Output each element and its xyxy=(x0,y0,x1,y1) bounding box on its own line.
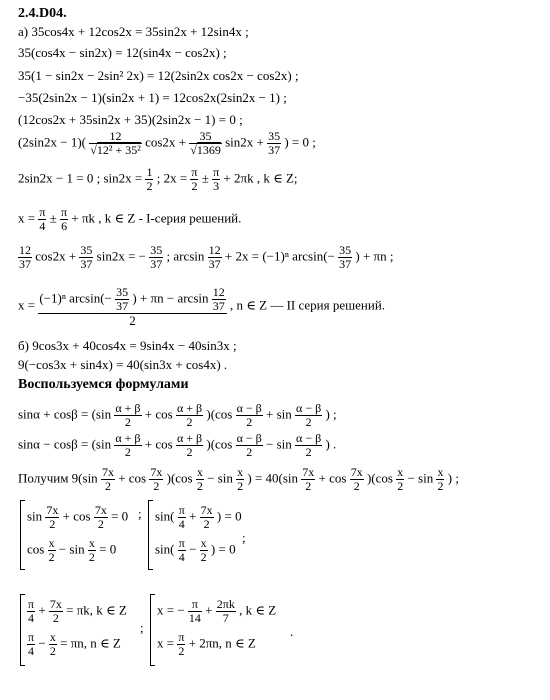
numerator: 7x xyxy=(101,465,114,479)
denominator: 2 xyxy=(246,415,253,429)
fraction xyxy=(60,206,68,233)
numerator: x xyxy=(49,630,56,644)
fraction xyxy=(212,286,226,313)
denominator: 2 xyxy=(146,179,153,193)
numerator: 35 xyxy=(268,129,281,143)
numerator: α + β xyxy=(176,431,203,445)
text: x = xyxy=(18,210,36,226)
denominator: 2 xyxy=(437,479,444,493)
text: (2sin2x − 1)( xyxy=(18,134,86,150)
text: Получим 9(sin xyxy=(18,470,98,486)
numerator: π xyxy=(191,165,198,179)
denominator: 3 xyxy=(213,179,220,193)
text: + cos xyxy=(318,470,347,486)
system-4-row-2 xyxy=(151,631,276,658)
text: ) = 0 xyxy=(216,508,242,524)
equation-a-line5: (12cos2x + 35sin2x + 35)(2sin2x − 1) = 0 ; xyxy=(18,112,243,127)
denominator: 4 xyxy=(39,219,46,233)
obtained-equation xyxy=(18,466,459,493)
text: + 2πk , k ∈ Z; xyxy=(223,170,298,186)
text: )(cos xyxy=(206,436,233,452)
denominator: 2 xyxy=(191,179,198,193)
equation-a-line4: −35(2sin2x − 1)(sin2x + 1) = 12cos2x(2sin2x − 1) ; xyxy=(18,90,287,105)
numerator: 35 xyxy=(80,243,93,257)
numerator: 2πk xyxy=(216,597,235,611)
numerator xyxy=(38,286,226,314)
text: ; arcsin xyxy=(166,248,205,264)
numerator: α + β xyxy=(115,431,141,445)
fraction xyxy=(436,466,444,493)
system-3 xyxy=(20,594,127,666)
text: = πn, n ∈ Z xyxy=(60,635,121,651)
text: ± xyxy=(201,170,209,186)
fraction xyxy=(350,466,364,493)
fraction xyxy=(338,244,352,271)
denominator: √1369 xyxy=(190,143,221,157)
text: ) + πn ; xyxy=(355,248,394,264)
numerator: π xyxy=(178,630,185,644)
numerator: α + β xyxy=(115,401,141,415)
numerator: π xyxy=(188,598,202,612)
numerator: 35 xyxy=(150,243,163,257)
denominator: 2 xyxy=(49,517,56,531)
fraction xyxy=(200,537,208,564)
fraction xyxy=(88,537,96,564)
text: ) = 0 ; xyxy=(284,134,316,150)
text: sin2x + xyxy=(225,134,264,150)
formula-difference xyxy=(18,432,336,459)
system-3-row-2 xyxy=(21,631,127,658)
numerator: x xyxy=(237,465,244,479)
denominator: 2 xyxy=(353,479,360,493)
fraction xyxy=(49,598,63,625)
system-4 xyxy=(150,594,276,666)
denominator: 4 xyxy=(28,644,35,658)
fraction xyxy=(196,466,204,493)
denominator: 4 xyxy=(178,517,185,531)
text: (−1)ⁿ arcsin(− xyxy=(39,290,112,306)
text: )(cos xyxy=(166,470,193,486)
fraction xyxy=(149,466,163,493)
system-3-row-1 xyxy=(21,598,127,625)
denominator: 7 xyxy=(222,611,229,625)
denominator: 2 xyxy=(129,313,136,328)
numerator: α − β xyxy=(236,401,262,415)
denominator: 2 xyxy=(200,550,207,564)
text: − sin xyxy=(266,436,292,452)
numerator: 35 xyxy=(116,285,129,299)
denominator: 37 xyxy=(116,299,129,313)
numerator: α + β xyxy=(176,401,203,415)
denominator: 2 xyxy=(52,611,59,625)
text: ± xyxy=(49,210,57,226)
text: sin xyxy=(27,508,43,524)
denominator: 37 xyxy=(268,143,281,157)
denominator: 37 xyxy=(19,257,31,271)
text: ) ; xyxy=(325,406,337,422)
denominator: 2 xyxy=(397,479,404,493)
numerator: x xyxy=(88,536,95,550)
numerator: π xyxy=(178,503,185,517)
numerator: 7x xyxy=(49,597,62,611)
text: − xyxy=(38,635,46,651)
text: sin( xyxy=(155,508,175,524)
fraction xyxy=(189,130,222,157)
numerator: 7x xyxy=(46,503,59,517)
equation-a-line6 xyxy=(18,130,316,157)
fraction xyxy=(89,130,142,157)
numerator: 7x xyxy=(350,465,363,479)
numerator: 7x xyxy=(302,465,315,479)
fraction xyxy=(236,432,263,459)
fraction xyxy=(236,402,263,429)
text: + xyxy=(38,602,46,618)
numerator: π xyxy=(61,205,68,219)
numerator: π xyxy=(28,597,35,611)
fraction xyxy=(145,166,153,193)
numerator: 7x xyxy=(200,503,213,517)
text: sin2x = − xyxy=(96,248,147,264)
separator: ; xyxy=(138,506,142,521)
denominator: 37 xyxy=(339,257,352,271)
fraction xyxy=(236,466,244,493)
text: , k ∈ Z xyxy=(239,602,277,618)
equation-a-line1: а) 35cos4x + 12cos2x = 35sin2x + 12sin4x ; xyxy=(18,24,249,39)
denominator: 37 xyxy=(208,257,221,271)
numerator: 7x xyxy=(94,503,107,517)
fraction xyxy=(176,402,203,429)
text: + πk , k ∈ Z - I-серия решений. xyxy=(71,210,242,226)
text: )(cos xyxy=(366,470,393,486)
numerator: π xyxy=(213,165,220,179)
equation-a-line8 xyxy=(18,206,241,233)
text: x = − xyxy=(157,602,185,618)
denominator: 2 xyxy=(203,517,210,531)
fraction xyxy=(101,466,115,493)
text: ; 2x = xyxy=(156,170,188,186)
fraction xyxy=(208,244,222,271)
denominator: 2 xyxy=(178,644,185,658)
text: cos xyxy=(27,541,45,557)
denominator: 2 xyxy=(48,550,55,564)
equation-a-line7 xyxy=(18,166,298,193)
numerator: 35 xyxy=(339,243,352,257)
fraction xyxy=(149,244,163,271)
fraction xyxy=(216,598,236,625)
numerator: x xyxy=(48,536,55,550)
fraction xyxy=(45,504,59,531)
fraction xyxy=(79,244,93,271)
system-2-row-2 xyxy=(149,537,242,564)
numerator: α − β xyxy=(236,431,262,445)
equation-a-line9 xyxy=(18,244,393,271)
denominator: 2 xyxy=(97,517,104,531)
denominator: 4 xyxy=(178,550,185,564)
text: = πk, k ∈ Z xyxy=(66,602,127,618)
fraction xyxy=(27,598,35,625)
text: , n ∈ Z — II серия решений. xyxy=(230,297,386,313)
use-formulas-label: Воспользуемся формулами xyxy=(18,377,189,392)
denominator: 2 xyxy=(88,550,95,564)
fraction xyxy=(114,432,141,459)
system-2 xyxy=(148,500,242,570)
text: + cos xyxy=(118,470,147,486)
fraction xyxy=(178,537,186,564)
radicand: 1369 xyxy=(196,143,221,157)
system-4-row-1 xyxy=(151,598,276,625)
radicand: 12² + 35² xyxy=(96,143,141,157)
text: ) ; xyxy=(447,470,459,486)
text: cos2x + xyxy=(145,134,186,150)
denominator: 2 xyxy=(305,415,312,429)
numerator: π xyxy=(28,630,35,644)
numerator: x xyxy=(437,465,444,479)
text: ) . xyxy=(325,436,337,452)
text: ) + πn − arcsin xyxy=(132,290,209,306)
fraction xyxy=(178,504,186,531)
denominator: 4 xyxy=(28,611,35,625)
denominator: 2 xyxy=(124,415,131,429)
equation-b-line1: б) 9cos3x + 40cos4x = 9sin4x − 40sin3x ; xyxy=(18,338,237,353)
numerator: 1 xyxy=(146,165,153,179)
text: = 0 xyxy=(111,508,129,524)
text: ) = 40(sin xyxy=(247,470,299,486)
fraction xyxy=(295,432,322,459)
fraction xyxy=(48,537,56,564)
text: = 0 xyxy=(99,541,117,557)
denominator: 14 xyxy=(188,611,201,625)
text: + cos xyxy=(144,436,173,452)
trailing-dot: . xyxy=(290,624,294,639)
numerator: 7x xyxy=(150,465,163,479)
fraction xyxy=(27,631,35,658)
system-1 xyxy=(20,500,128,570)
numerator: α − β xyxy=(296,431,322,445)
text: − sin xyxy=(207,470,233,486)
denominator: 37 xyxy=(80,257,93,271)
text: x = xyxy=(157,635,175,651)
text: + sin xyxy=(266,406,292,422)
denominator: 37 xyxy=(212,299,225,313)
equation-a-line2: 35(cos4x − sin2x) = 12(sin4x − cos2x) ; xyxy=(18,45,227,60)
problem-id: 2.4.D04. xyxy=(18,6,67,21)
formula-sum xyxy=(18,402,337,429)
denominator: 37 xyxy=(150,257,163,271)
denominator: 2 xyxy=(49,644,56,658)
fraction xyxy=(267,130,281,157)
fraction xyxy=(188,598,202,625)
numerator: x xyxy=(196,465,203,479)
equation-a-line10 xyxy=(18,286,385,327)
fraction xyxy=(94,504,108,531)
system-1-row-2 xyxy=(21,537,128,564)
denominator: 2 xyxy=(246,445,253,459)
text: + xyxy=(205,602,213,618)
text: sin( xyxy=(155,541,175,557)
system-2-row-1 xyxy=(149,504,242,531)
numerator: 35 xyxy=(189,130,222,144)
text: + cos xyxy=(144,406,173,422)
numerator: 12 xyxy=(89,130,142,144)
fraction xyxy=(396,466,404,493)
numerator: x xyxy=(200,536,207,550)
denominator: 2 xyxy=(104,479,111,493)
text: cos2x + xyxy=(35,248,77,264)
fraction xyxy=(114,402,141,429)
text: + xyxy=(189,508,197,524)
fraction xyxy=(176,432,203,459)
text: − xyxy=(189,541,197,557)
numerator: 12 xyxy=(212,285,225,299)
denominator: 2 xyxy=(124,445,131,459)
numerator: π xyxy=(39,205,46,219)
text: − sin xyxy=(58,541,85,557)
fraction xyxy=(212,166,220,193)
fraction xyxy=(190,166,198,193)
separator: ; xyxy=(140,620,144,635)
text: sinα + cosβ = (sin xyxy=(18,406,112,422)
text: + 2πn, n ∈ Z xyxy=(188,635,256,651)
numerator: π xyxy=(178,536,185,550)
fraction xyxy=(177,631,185,658)
text: + cos xyxy=(62,508,91,524)
text: x = xyxy=(18,297,36,313)
fraction xyxy=(200,504,214,531)
text: − sin xyxy=(407,470,434,486)
denominator: √12² + 35² xyxy=(90,143,141,157)
fraction xyxy=(38,206,46,233)
fraction xyxy=(301,466,315,493)
numerator: x xyxy=(397,465,404,479)
denominator: 2 xyxy=(196,479,203,493)
denominator: 2 xyxy=(153,479,160,493)
denominator: 2 xyxy=(237,479,244,493)
denominator: 2 xyxy=(305,479,312,493)
text: 2sin2x − 1 = 0 ; sin2x = xyxy=(18,170,143,186)
text: )(cos xyxy=(206,406,233,422)
denominator: 6 xyxy=(61,219,68,233)
separator: ; xyxy=(242,530,246,545)
text: sinα − cosβ = (sin xyxy=(18,436,112,452)
numerator: 12 xyxy=(208,243,221,257)
denominator: 2 xyxy=(186,445,193,459)
fraction xyxy=(295,402,322,429)
equation-a-line3: 35(1 − sin2x − 2sin² 2x) = 12(2sin2x cos2x − cos2x) ; xyxy=(18,68,299,83)
numerator: 12 xyxy=(19,243,31,257)
equation-b-line2: 9(−cos3x + sin4x) = 40(sin3x + cos4x) . xyxy=(18,357,228,372)
denominator: 2 xyxy=(305,445,312,459)
fraction xyxy=(49,631,57,658)
text: + 2x = (−1)ⁿ arcsin(− xyxy=(224,248,335,264)
fraction xyxy=(115,286,129,313)
numerator: α − β xyxy=(296,401,322,415)
fraction xyxy=(18,244,32,271)
system-1-row-1 xyxy=(21,504,128,531)
big-fraction xyxy=(38,286,226,327)
text: ) = 0 xyxy=(210,541,236,557)
denominator: 2 xyxy=(186,415,193,429)
